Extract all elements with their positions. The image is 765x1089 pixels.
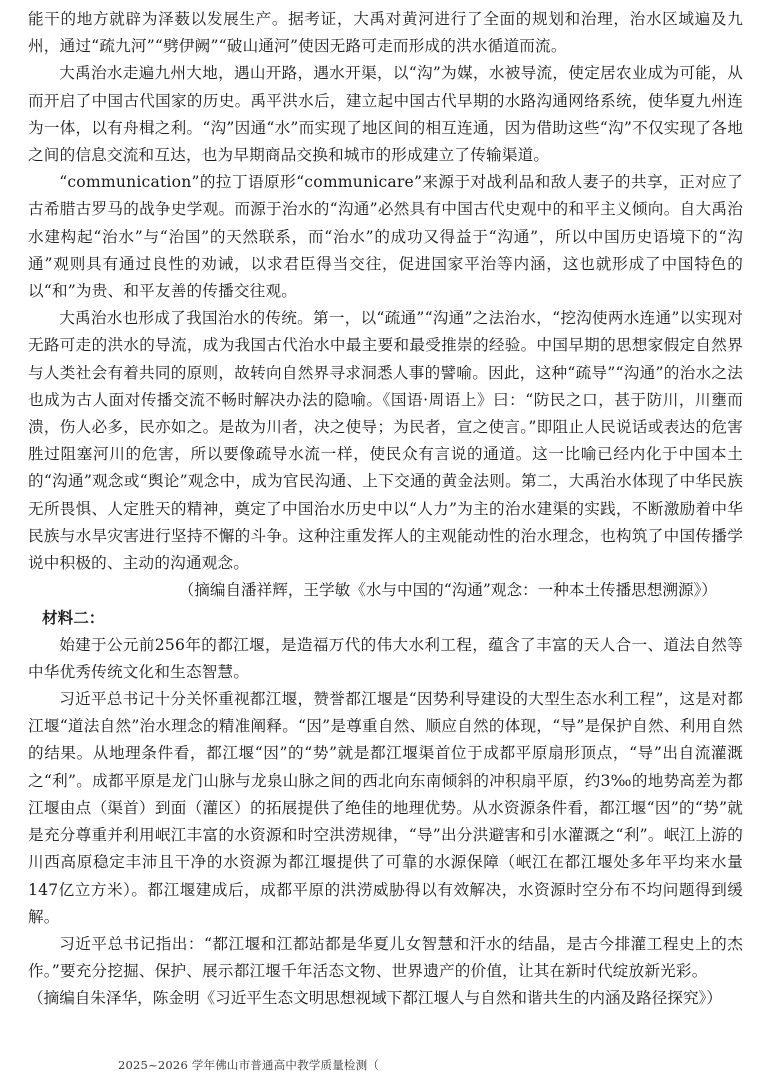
- citation-material-two: （摘编自朱泽华，陈金明《习近平生态文明思想视域下都江堰人与自然和谐共生的内涵及路径探究》）: [28, 989, 722, 1008]
- paragraph-dujiangyan-intro: 始建于公元前256年的都江堰，是造福万代的伟大水利工程，蕴含了丰富的天人合一、道法自然等中华优秀传统文化和生态智慧。: [28, 635, 743, 681]
- paragraph-communication: “communication”的拉丁语原形“communicare”来源于对战利品和敌人妻子的共享，正对应了古希腊古罗马的战争史学观。而源于治水的“沟通”必然具有中国古代史观中的和平主义倾向。自大禹治水建构起“治水”与“治国”的天然联系，而“治水”的成功又得益于“沟通”，所以中国历史语境下的“沟通”观则具有通过良性的劝诫，以求君臣得当交往，促进国家平治等内涵，这也就形成了中国特色的以“和”为贵、和平友善的传播交往观。: [28, 173, 743, 301]
- paragraph-dujiangyan-analysis: 习近平总书记十分关怀重视都江堰，赞誉都江堰是“因势利导建设的大型生态水利工程”，这是对都江堰“道法自然”治水理念的精准阐释。“因”是尊重自然、顺应自然的体现，“导”是保护自然、利用自然的结果。从地理条件看，都江堰“因”的“势”就是都江堰渠首位于成都平原扇形顶点，“导”出自流灌溉之“利”。成都平原是龙门山脉与龙泉山脉之间的西北向东南倾斜的冲积扇平原，约3‰的地势高差为都江堰由点（渠首）到面（灌区）的拓展提供了绝佳的地理优势。从水资源条件看，都江堰“因”的“势”就是充分尊重并利用岷江丰富的水资源和时空洪涝规律，“导”出分洪避害和引水灌溉之“利”。岷江上游的川西高原稳定丰沛且干净的水资源为都江堰提供了可靠的水源保障（岷江在都江堰处多年平均来水量147亿立方米）。都江堰建成后，成都平原的洪涝威胁得以有效解决，水资源时空分布不均问题得到缓解。: [28, 690, 743, 926]
- paragraph-tradition: 大禹治水也形成了我国治水的传统。第一，以“疏通”“沟通”之法治水，“挖沟使两水连通”以实现对无路可走的洪水的导流，成为我国古代治水中最主要和最受推崇的经验。中国早期的思想家假定自然界与人类社会有着共同的原则，故转向自然界寻求洞悉人事的譬喻。因此，这种“疏导”“沟通”的治水之法也成为古人面对传播交流不畅时解决办法的隐喻。《国语·周语上》曰：“防民之口，甚于防川，川壅而溃，伤人必多，民亦如之。是故为川者，决之使导；为民者，宣之使言。”即阻止人民说话或表达的危害胜过阻塞河川的危害，所以要像疏导水流一样，使民众有言说的通道。这一比喻已经内化于中国本土的“沟通”观念或“舆论”观念中，成为官民沟通、上下交通的黄金法则。第二，大禹治水体现了中华民族无所畏惧、人定胜天的精神，奠定了中国治水历史中以“人力”为主的治水建渠的实践，不断激励着中华民族与水旱灾害进行坚持不懈的斗争。这种注重发挥人的主观能动性的治水理念，也构筑了中国传播学说中积极的、主动的沟通观念。: [28, 309, 743, 573]
- paragraph-dayu-canals: 大禹治水走遍九州大地，遇山开路，遇水开渠，以“沟”为媒，水被导流，使定居农业成为可能，从而开启了中国古代国家的历史。禹平洪水后，建立起中国古代早期的水路沟通网络系统，使华夏九州连为一体，以有舟楫之利。“沟”因通“水”而实现了地区间的相互连通，因为借助这些“沟”不仅实现了各地之间的信息交流和互达，也为早期商品交换和城市的形成建立了传输渠道。: [28, 64, 743, 165]
- paragraph-dujiangyan-quote: 习近平总书记指出：“都江堰和江都站都是华夏儿女智慧和汗水的结晶，是古今排灌工程史上的杰作。”要充分挖掘、保护、展示都江堰千年活态文物、世界遗产的价值，让其在新时代绽放新光彩。: [28, 934, 743, 981]
- page-footer: 2025~2026 学年佛山市普通高中教学质量检测（: [118, 1058, 380, 1072]
- material-two-heading: 材料二：: [42, 608, 105, 628]
- citation-material-one: （摘编自潘祥辉，王学敏《水与中国的“沟通”观念：一种本土传播思想溯源》）: [178, 581, 717, 600]
- paragraph-continuation: 能干的地方就辟为泽薮以发展生产。据考证，大禹对黄河进行了全面的规划和治理，治水区域遍及九州，通过“疏九河”“劈伊阙”“破山通河”使因无路可走而形成的洪水循道而流。: [28, 10, 743, 56]
